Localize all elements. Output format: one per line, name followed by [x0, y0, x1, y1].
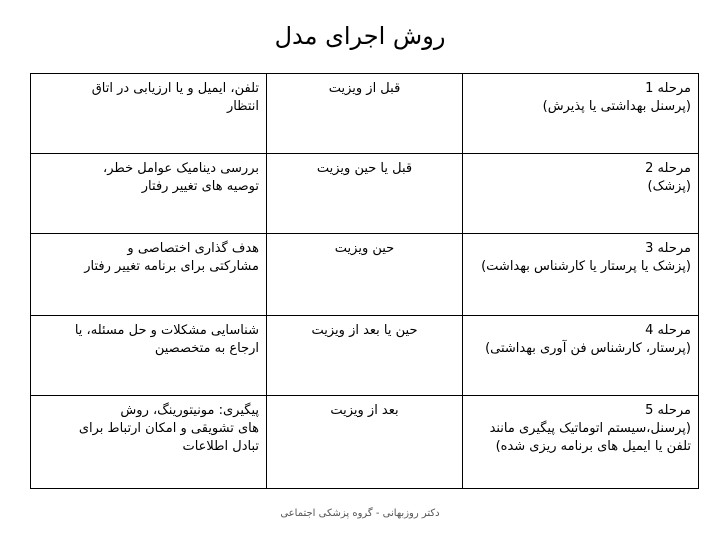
slide-title: روش اجرای مدل [274, 22, 446, 50]
stage-responsible: (پزشک) [647, 179, 691, 194]
time-cell: حین یا بعد از ویزیت [267, 316, 463, 396]
action-line: انتظار [226, 99, 259, 114]
action-cell [31, 316, 267, 396]
stage-cell [463, 234, 699, 316]
stage-cell [463, 74, 699, 154]
action-cell [31, 234, 267, 316]
time-cell: قبل یا حین ویزیت [267, 154, 463, 234]
stage-responsible: (پرسنل بهداشتی یا پذیرش) [542, 99, 691, 114]
stage-cell [463, 316, 699, 396]
stage-label: مرحله 2 [645, 161, 691, 176]
stage-responsible: (پزشک یا پرستار یا کارشناس بهداشت) [481, 259, 691, 274]
action-line: توصیه های تغییر رفتار [141, 179, 259, 194]
table-row [31, 234, 699, 316]
stage-responsible: تلفن یا ایمیل های برنامه ریزی شده) [495, 439, 691, 454]
stage-responsible: (پرسنل،سیستم اتوماتیک پیگیری مانند [489, 421, 691, 436]
table-row [31, 74, 699, 154]
action-cell [31, 154, 267, 234]
action-line: تلفن، ایمیل و یا ارزیابی در اتاق [91, 81, 259, 96]
stage-cell [463, 154, 699, 234]
action-line: مشارکتی برای برنامه تغییر رفتار [84, 259, 259, 274]
action-line: شناسایی مشکلات و حل مسئله، یا [74, 323, 259, 338]
action-cell [31, 74, 267, 154]
table-row [31, 396, 699, 489]
action-line: تبادل اطلاعات [182, 439, 259, 454]
stage-label: مرحله 4 [645, 323, 691, 338]
action-line: پیگیری: مونیتورینگ، روش [120, 403, 259, 418]
time-cell: حین ویزیت [267, 234, 463, 316]
stage-cell [463, 396, 699, 489]
action-line: های تشویقی و امکان ارتباط برای [78, 421, 259, 436]
time-cell: بعد از ویزیت [267, 396, 463, 489]
action-line: ارجاع به متخصصین [154, 341, 259, 356]
table-row [31, 316, 699, 396]
slide-footer: دکتر روزبهانی - گروه پزشکی اجتماعی [280, 508, 440, 519]
time-cell: قبل از ویزیت [267, 74, 463, 154]
stage-label: مرحله 3 [645, 241, 691, 256]
stage-label: مرحله 1 [645, 81, 691, 96]
action-line: هدف گذاری اختصاصی و [127, 241, 259, 256]
stage-responsible: (پرستار، کارشناس فن آوری بهداشتی) [485, 341, 691, 356]
stage-label: مرحله 5 [645, 403, 691, 418]
action-cell [31, 396, 267, 489]
model-table [30, 73, 699, 489]
action-line: بررسی دینامیک عوامل خطر، [103, 161, 259, 176]
table-row [31, 154, 699, 234]
